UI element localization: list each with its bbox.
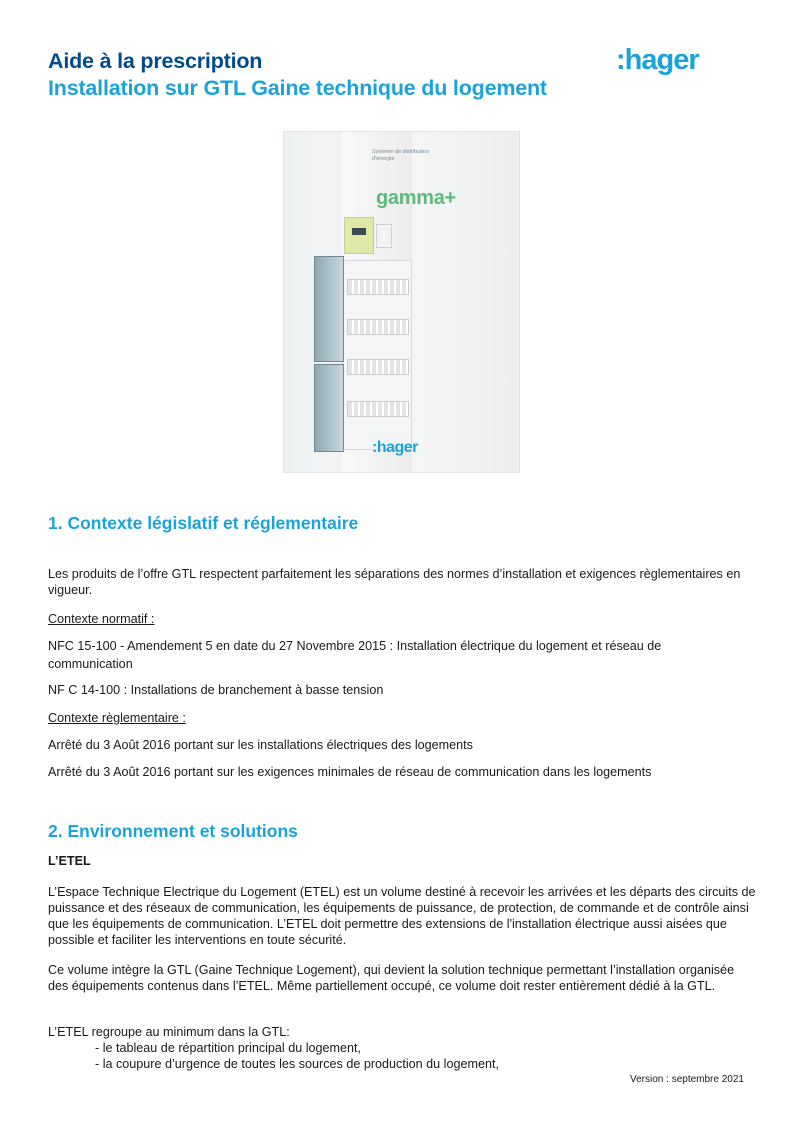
etel-paragraph-1: L’Espace Technique Electrique du Logement (ETEL) est un volume destiné à recevoir les arrivées et les départs des circuits de puissance et des réseaux de communication, les équipements de puissance, de protection, de commande et de contrôle ainsi que les équipements de communication. L’ETEL doit permettre des extensions de l'installation électrique aussi aisées que possible et faciliter les interventions en toute sécurité. — [48, 885, 756, 947]
cover-panel-row — [347, 401, 409, 417]
normatif-item-1: NFC 15-100 - Amendement 5 en date du 27 Novembre 2015 : Installation électrique du logement et réseau de communication — [48, 639, 662, 671]
normatif-item-2: NF C 14-100 : Installations de branchement à basse tension — [48, 683, 384, 697]
document-title: Aide à la prescription — [48, 49, 263, 73]
section1-heading: 1. Contexte législatif et réglementaire — [48, 513, 359, 533]
cover-subtitle: Système de distribution d'énergie — [372, 149, 430, 162]
cover-brand: gamma+ — [376, 187, 456, 209]
version-footer: Version : septembre 2021 — [630, 1074, 744, 1085]
catalogue-cover-image — [283, 131, 520, 473]
cover-panel-row — [347, 359, 409, 375]
list-item: - la coupure d’urgence de toutes les sources de production du logement, — [95, 1057, 499, 1071]
cover-breaker — [376, 224, 392, 248]
etel-paragraph-2: Ce volume intègre la GTL (Gaine Technique Logement), qui devient la solution technique permettant l’installation organisée des équipements contenus dans l’ETEL. Même partiellement occupé, ce volume doit rester entièrement dédié à la GTL. — [48, 963, 735, 993]
reglementaire-item-1: Arrêté du 3 Août 2016 portant sur les installations électriques des logements — [48, 738, 473, 752]
cover-logo: :hager — [372, 439, 418, 456]
cover-panel-door — [314, 256, 344, 362]
section2-heading: 2. Environnement et solutions — [48, 821, 298, 841]
document-subtitle: Installation sur GTL Gaine technique du logement — [48, 76, 547, 100]
cover-panel-row — [347, 279, 409, 295]
list-item: - le tableau de répartition principal du logement, — [95, 1041, 362, 1055]
normatif-label: Contexte normatif : — [48, 612, 155, 626]
section1-intro: Les produits de l’offre GTL respectent parfaitement les séparations des normes d’installation et exigences règlementaires en vigueur. — [48, 567, 741, 597]
reglementaire-label: Contexte règlementaire : — [48, 711, 186, 725]
cover-panel-row — [347, 319, 409, 335]
hager-logo: :hager — [616, 44, 699, 76]
etel-subheading: L’ETEL — [48, 854, 91, 868]
cover-panel-door — [314, 364, 344, 452]
etel-paragraph-3: L’ETEL regroupe au minimum dans la GTL: — [48, 1025, 290, 1039]
reglementaire-item-2: Arrêté du 3 Août 2016 portant sur les exigences minimales de réseau de communication dans les logements — [48, 765, 652, 779]
cover-panel — [342, 260, 412, 450]
cover-meter — [344, 217, 374, 254]
